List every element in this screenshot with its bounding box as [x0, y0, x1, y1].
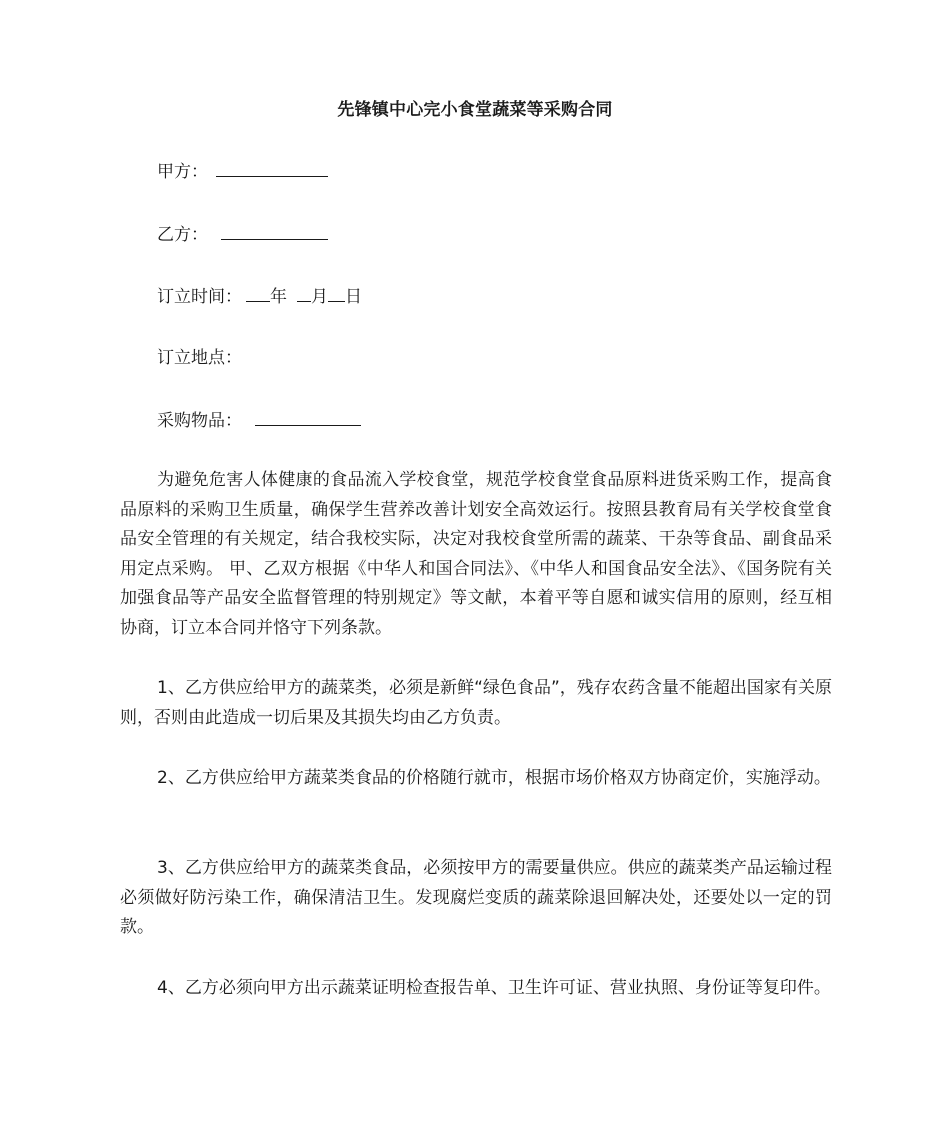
year-label: 年 — [270, 287, 287, 307]
place-label: 订立地点： — [157, 348, 242, 368]
party-a-field — [157, 158, 328, 185]
party-b-label: 乙方： — [157, 225, 208, 245]
party-b-blank — [221, 221, 328, 240]
document-title: 先锋镇中心完小食堂蔬菜等采购合同 — [337, 100, 613, 120]
clause-4-paragraph: 4、乙方必须向甲方出示蔬菜证明检查报告单、卫生许可证、营业执照、身份证等复印件。 — [157, 978, 831, 998]
year-blank — [246, 283, 270, 302]
party-b-field — [157, 221, 328, 248]
month-label: 月 — [311, 287, 328, 307]
party-a-blank — [216, 158, 328, 177]
day-label: 日 — [345, 287, 362, 307]
goods-blank — [255, 407, 361, 426]
month-blank — [297, 283, 311, 302]
place-field — [157, 345, 242, 371]
date-field — [157, 283, 362, 310]
day-blank — [328, 283, 345, 302]
clause-2-paragraph: 2、乙方供应给甲方蔬菜类食品的价格随行就市，根据市场价格双方协商定价，实施浮动。 — [157, 768, 831, 788]
date-label: 订立时间： — [157, 287, 242, 307]
party-a-label: 甲方： — [157, 162, 208, 182]
clause-3-paragraph: 3、乙方供应给甲方的蔬菜类食品，必须按甲方的需要量供应。供应的蔬菜类产品运输过程必须做好防污染工作，确保清洁卫生。发现腐烂变质的蔬菜除退回解决处，还要处以一定的罚款。 — [120, 858, 832, 937]
goods-field — [157, 407, 361, 434]
preamble-paragraph: 为避免危害人体健康的食品流入学校食堂，规范学校食堂食品原料进货采购工作，提高食品原料的采购卫生质量，确保学生营养改善计划安全高效运行。按照县教育局有关学校食堂食品安全管理的有关规定，结合我校实际，决定对我校食堂所需的蔬菜、干杂等食品、副食品采用定点采购。 甲、乙双方根据《中华人和国合同法》、《中华人和国食品安全法》、《国务院有关加强食品等产品安全监督管理的特别规定》等文献，本着平等自愿和诚实信用的原则，经互相协商，订立本合同并恪守下列条款。 — [120, 470, 832, 638]
clause-1-paragraph: 1、乙方供应给甲方的蔬菜类，必须是新鲜“绿色食品”，残存农药含量不能超出国家有关原则，否则由此造成一切后果及其损失均由乙方负责。 — [120, 678, 832, 728]
goods-label: 采购物品： — [157, 411, 242, 431]
